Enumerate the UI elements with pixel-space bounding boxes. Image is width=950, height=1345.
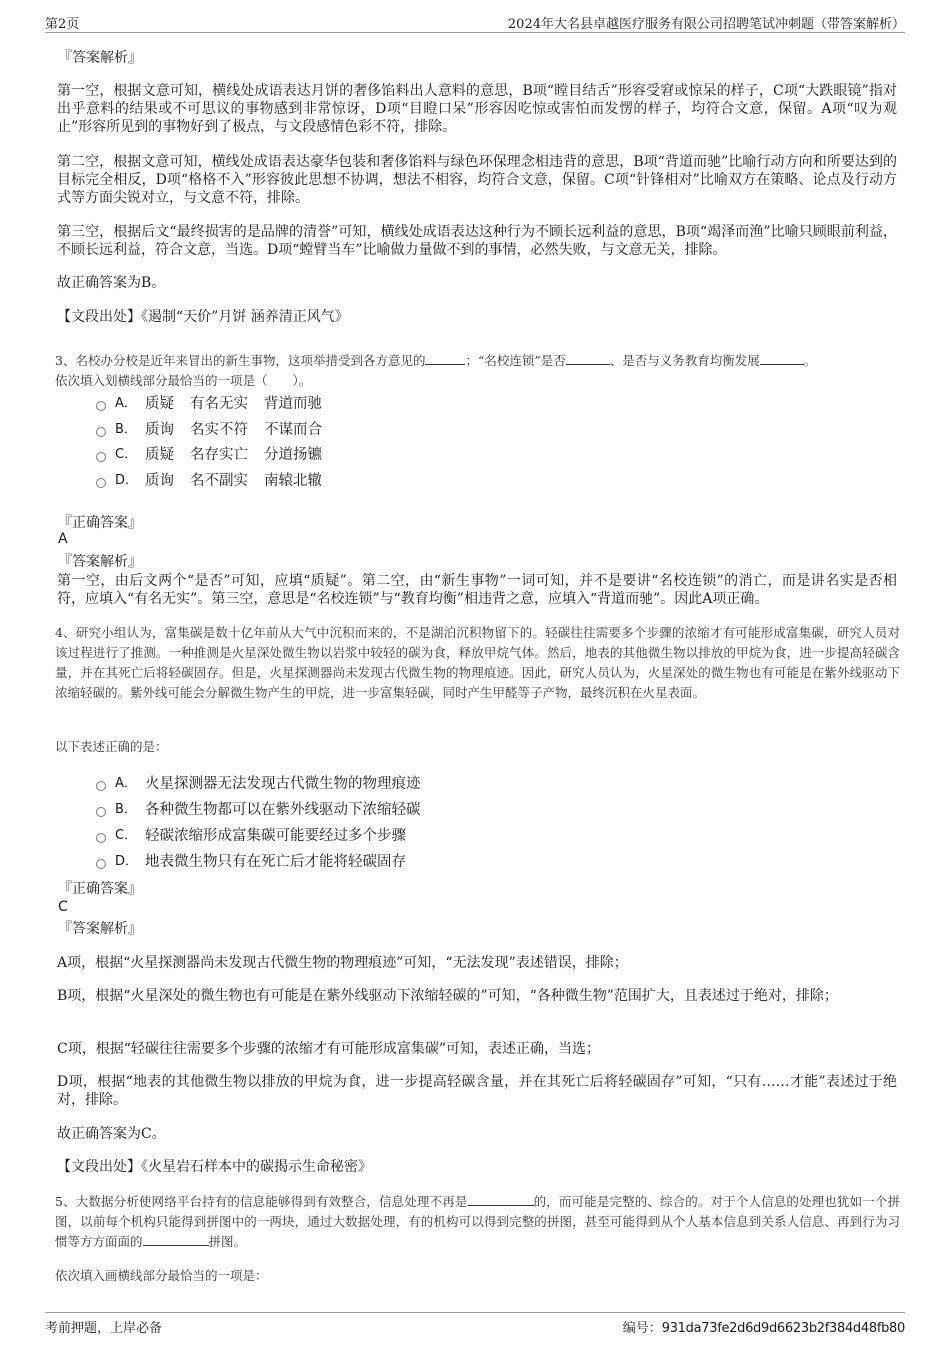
- correct-answer: C: [58, 899, 68, 915]
- source-citation: 【文段出处】《遏制“天价”月饼 涵养清正风气》: [57, 309, 349, 325]
- source-citation: 【文段出处】《火星岩石样本中的碳揭示生命秘密》: [57, 1159, 372, 1175]
- analysis-paragraph: B项，根据“火星深处的微生物也有可能是在紫外线驱动下浓缩轻碳的”可知，“各种微生物”范围扩大，且表述过于绝对，排除；: [57, 988, 838, 1004]
- fill-blank: [425, 352, 465, 365]
- option-b[interactable]: B． 质询 名实不符 不谋而合: [96, 421, 338, 439]
- analysis-paragraph: D项，根据“地表的其他微生物以排放的甲烷为食，进一步提高轻碳含量，并在其死亡后将轻碳固存”可知，“只有……才能”表述过于绝对，排除。: [57, 1074, 897, 1108]
- correct-answer-label: 『正确答案』: [58, 881, 142, 897]
- correct-answer-label: 『正确答案』: [58, 515, 142, 531]
- radio-icon[interactable]: [96, 427, 106, 437]
- fill-blank: [468, 1193, 534, 1206]
- answer-conclusion: 故正确答案为B。: [57, 275, 166, 291]
- analysis-paragraph: 第一空，根据文意可知，横线处成语表达月饼的奢侈馅料出人意料的意思，B项“瞠目结舌”形容受窘或惊呆的样子，C项“大跌眼镜”指对出乎意料的结果或不可思议的事物感到非常惊讶，D项“目瞪口呆”形容因吃惊或害怕而发愣的样子，均符合文意，保留。A项“叹为观止”形容所见到的事物好到了极点，与文段感情色彩不符，排除。: [57, 83, 897, 135]
- option-a[interactable]: A． 火星探测器无法发现古代微生物的物理痕迹: [96, 775, 421, 793]
- fill-blank: [566, 352, 610, 365]
- analysis-label: 『答案解析』: [58, 921, 142, 937]
- analysis-paragraph: 第三空，根据后文“最终损害的是品牌的清誉”可知，横线处成语表达这种行为不顾长远利益的意思，B项“竭泽而渔”比喻只顾眼前利益，不顾长远利益，符合文意，当选。D项“螳臂当车”比喻做力量做不到的事情，必然失败，与文意无关，排除。: [57, 224, 897, 258]
- radio-icon[interactable]: [96, 401, 106, 411]
- option-c[interactable]: C． 轻碳浓缩形成富集碳可能要经过多个步骤: [96, 827, 406, 845]
- page-number: 第2页: [45, 17, 80, 32]
- radio-icon[interactable]: [96, 781, 106, 791]
- option-b[interactable]: B． 各种微生物都可以在紫外线驱动下浓缩轻碳: [96, 801, 421, 819]
- question-prompt: 依次填入画横线部分最恰当的一项是：: [55, 1268, 268, 1283]
- page-footer: [45, 1312, 905, 1337]
- document-title: 2024年大名县卓越医疗服务有限公司招聘笔试冲刺题（带答案解析）: [507, 17, 905, 32]
- question-stem: 3、名校办分校是近年来冒出的新生事物，这项举措受到各方意见的 ；“名校连锁”是否 、是否与义务教育均衡发展 。 依次填入划横线部分最恰当的一项是（ ）。: [55, 353, 817, 388]
- radio-icon[interactable]: [96, 833, 106, 843]
- fill-blank: [760, 352, 804, 365]
- analysis-label: 『答案解析』: [58, 50, 142, 66]
- analysis-paragraph: 第一空，由后文两个“是否”可知，应填“质疑”。第二空，由“新生事物”一词可知，并不是要讲“名校连锁”的消亡，而是讲名实是否相符，应填入“有名无实”。第三空，意思是“名校连锁”与“教育均衡”相违背之意，应填入“背道而驰”。因此A项正确。: [57, 573, 897, 607]
- analysis-paragraph: 第二空，根据文意可知，横线处成语表达豪华包装和奢侈馅料与绿色环保理念相违背的意思，B项“背道而驰”比喻行动方向和所要达到的目标完全相反，D项“格格不入”形容彼此思想不协调，想法不相容，均符合文意，保留。C项“针锋相对”比喻双方在策略、论点及行动方式等方面尖锐对立，与文意不符，排除。: [57, 154, 897, 206]
- radio-icon[interactable]: [96, 807, 106, 817]
- option-d[interactable]: D． 地表微生物只有在死亡后才能将轻碳固存: [96, 853, 406, 871]
- analysis-label: 『答案解析』: [58, 554, 142, 570]
- question-stem: 5、大数据分析使网络平台持有的信息能够得到有效整合，信息处理不再是 的，而可能是完整的、综合的。对于个人信息的处理也犹如一个拼图，以前每个机构只能得到拼图中的一两块，通过大数据处理，有的机构可以得到完整的拼图，甚至可能得到从个人基本信息到关系人信息、再到行为习惯等方方面面的 拼图。: [55, 1194, 900, 1249]
- option-d[interactable]: D． 质询 名不副实 南辕北辙: [96, 472, 338, 490]
- analysis-paragraph: C项，根据“轻碳往往需要多个步骤的浓缩才有可能形成富集碳”可知，表述正确，当选；: [57, 1041, 601, 1057]
- option-a[interactable]: A． 质疑 有名无实 背道而驰: [96, 395, 338, 413]
- radio-icon[interactable]: [96, 859, 106, 869]
- question-prompt: 以下表述正确的是：: [55, 739, 168, 754]
- option-c[interactable]: C． 质疑 名存实亡 分道扬镳: [96, 446, 338, 464]
- radio-icon[interactable]: [96, 478, 106, 488]
- fill-blank: [143, 1233, 209, 1246]
- radio-icon[interactable]: [96, 452, 106, 462]
- correct-answer: A: [58, 531, 68, 547]
- footer-slogan: 考前押题，上岸必备: [45, 1321, 163, 1336]
- page-header: [45, 10, 905, 33]
- document-code: 编号：931da73fe2d6d9d6623b2f384d48fb80: [622, 1321, 905, 1336]
- answer-conclusion: 故正确答案为C。: [57, 1126, 166, 1142]
- question-stem: 4、研究小组认为，富集碳是数十亿年前从大气中沉积而来的，不是湖泊沉积物留下的。轻碳往往需要多个步骤的浓缩才有可能形成富集碳，研究人员对该过程进行了推测。一种推测是火星深处微生物以岩浆中较轻的碳为食，释放甲烷气体。然后，地表的其他微生物以排放的甲烷为食，进一步提高轻碳含量，并在其死亡后将轻碳固存。但是，火星探测器尚未发现古代微生物的物理痕迹。因此，研究人员认为，火星深处的微生物也有可能是在紫外线驱动下浓缩轻碳的。紫外线可能会分解微生物产生的甲烷，进一步富集轻碳，同时产生甲醛等子产物，最终沉积在火星表面。: [55, 625, 900, 700]
- analysis-paragraph: A项，根据“火星探测器尚未发现古代微生物的物理痕迹”可知，“无法发现”表述错误，排除；: [57, 955, 628, 971]
